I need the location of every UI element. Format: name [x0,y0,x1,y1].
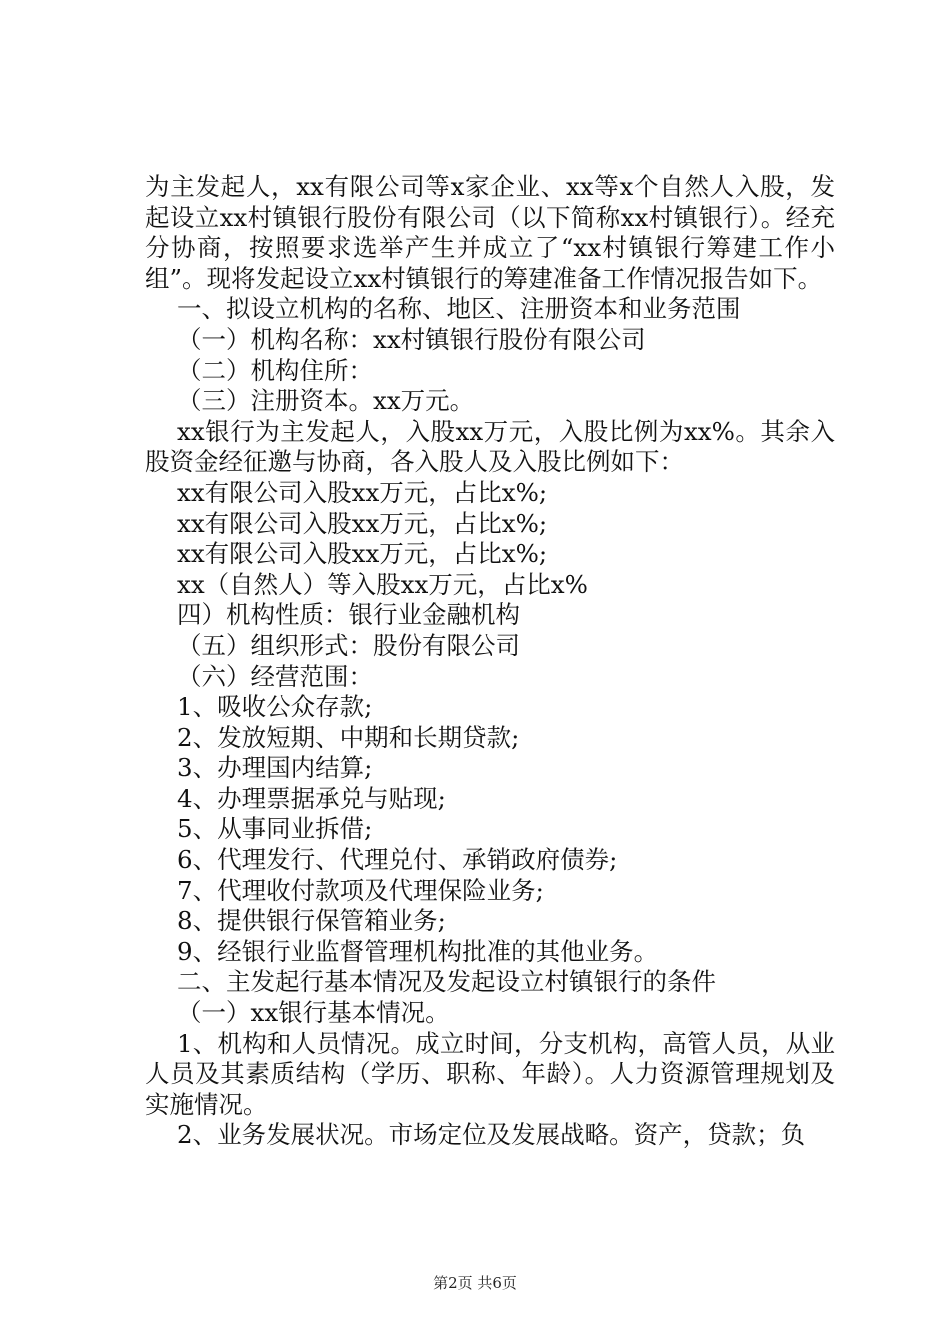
paragraph: xx（自然人）等入股xx万元，占比x% [177,569,588,599]
paragraph: 2、业务发展状况。市场定位及发展战略。资产，贷款；负 [177,1120,806,1150]
page-footer: 第2页 共6页 [433,1274,517,1292]
paragraph: （三）注册资本。xx万元。 [177,386,475,416]
paragraph: xx银行为主发起人，入股xx万元，入股比例为xx%。其余入股资金经征邀与协商，各入股人及入股比例如下： [145,416,835,477]
paragraph: （一）机构名称：xx村镇银行股份有限公司 [177,324,646,354]
paragraph: 7、代理收付款项及代理保险业务; [177,875,544,905]
paragraph: 1、吸收公众存款; [177,692,373,722]
paragraph: 为主发起人，xx有限公司等x家企业、xx等x个自然人入股，发起设立xx村镇银行股份有限公司（以下简称xx村镇银行）。经充分协商，按照要求选举产生并成立了“xx村镇银行筹建工作小组”。现将发起设立xx村镇银行的筹建准备工作情况报告如下。 [145,172,835,293]
paragraph: 9、经银行业监督管理机构批准的其他业务。 [177,936,659,966]
paragraph: 5、从事同业拆借; [177,814,373,844]
paragraph: 8、提供银行保管箱业务; [177,906,446,936]
paragraph: 4、办理票据承兑与贴现; [177,783,446,813]
paragraph: 一、拟设立机构的名称、地区、注册资本和业务范围 [177,294,741,324]
paragraph: xx有限公司入股xx万元，占比x%; [177,477,548,507]
paragraph: （六）经营范围： [177,661,373,691]
document-body [145,172,835,1151]
paragraph: 2、发放短期、中期和长期贷款; [177,722,520,752]
paragraph: xx有限公司入股xx万元，占比x%; [177,539,548,569]
paragraph: 二、主发起行基本情况及发起设立村镇银行的条件 [177,967,716,997]
paragraph: （二）机构住所： [177,355,373,385]
paragraph: （一）xx银行基本情况。 [177,998,450,1028]
paragraph: 6、代理发行、代理兑付、承销政府债券; [177,845,618,875]
paragraph: 四）机构性质：银行业金融机构 [177,600,520,630]
paragraph: （五）组织形式：股份有限公司 [177,630,520,660]
paragraph: xx有限公司入股xx万元，占比x%; [177,508,548,538]
paragraph: 3、办理国内结算; [177,753,373,783]
paragraph: 1、机构和人员情况。成立时间，分支机构，高管人员，从业人员及其素质结构（学历、职称、年龄）。人力资源管理规划及实施情况。 [145,1028,835,1119]
